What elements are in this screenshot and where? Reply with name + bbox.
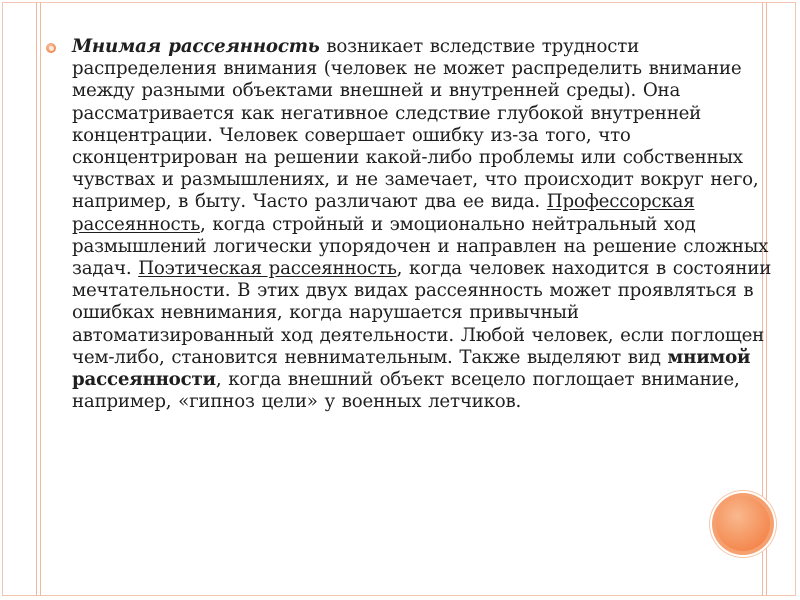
left-rule-outer — [36, 2, 37, 596]
term-poetic-absentmindedness: Поэтическая рассеянность — [138, 258, 397, 280]
bullet-core — [49, 46, 54, 51]
bullet-icon — [46, 43, 56, 53]
paragraph-part-2: , когда стройный и эмоционально нейтральный ход размышлений логически упорядочен и направлен на решение сложных задач. — [72, 213, 769, 280]
paragraph-part-4: , когда внешний объект всецело поглощает внимание, например, «гипноз цели» у военных летчиков. — [72, 369, 740, 413]
left-rule-inner — [40, 2, 41, 596]
term-imaginary-absentmindedness: Мнимая рассеянность — [72, 36, 320, 57]
term-imaginary-bold: мнимой рассеянности — [72, 346, 751, 391]
decoration-circle-fill — [716, 497, 770, 551]
body-paragraph — [72, 36, 772, 413]
paragraph-part-3: , когда человек находится в состоянии мечтательности. В этих двух видах рассеянность может проявляться в ошибках невнимания, когда нарушается привычный автоматизированный ход деятельности. Любой человек, если поглощен чем-либо, становится невнимательным. Также выделяют вид — [72, 258, 772, 368]
term-professor-absentmindedness: Профессорская рассеянность — [72, 191, 695, 235]
paragraph-part-1: возникает вследствие трудности распределения внимания (человек не может распределить внимание между разными объектами внешней и внутренней среды). Она рассматривается как негативное следствие глубокой внутренней концентрации. Человек совершает ошибку из-за того, что сконцентрирован на решении какой-либо проблемы или собственных чувствах и размышлениях, и не замечает, что происходит вокруг него, например, в быту. Часто различают два ее вида. — [72, 36, 759, 213]
